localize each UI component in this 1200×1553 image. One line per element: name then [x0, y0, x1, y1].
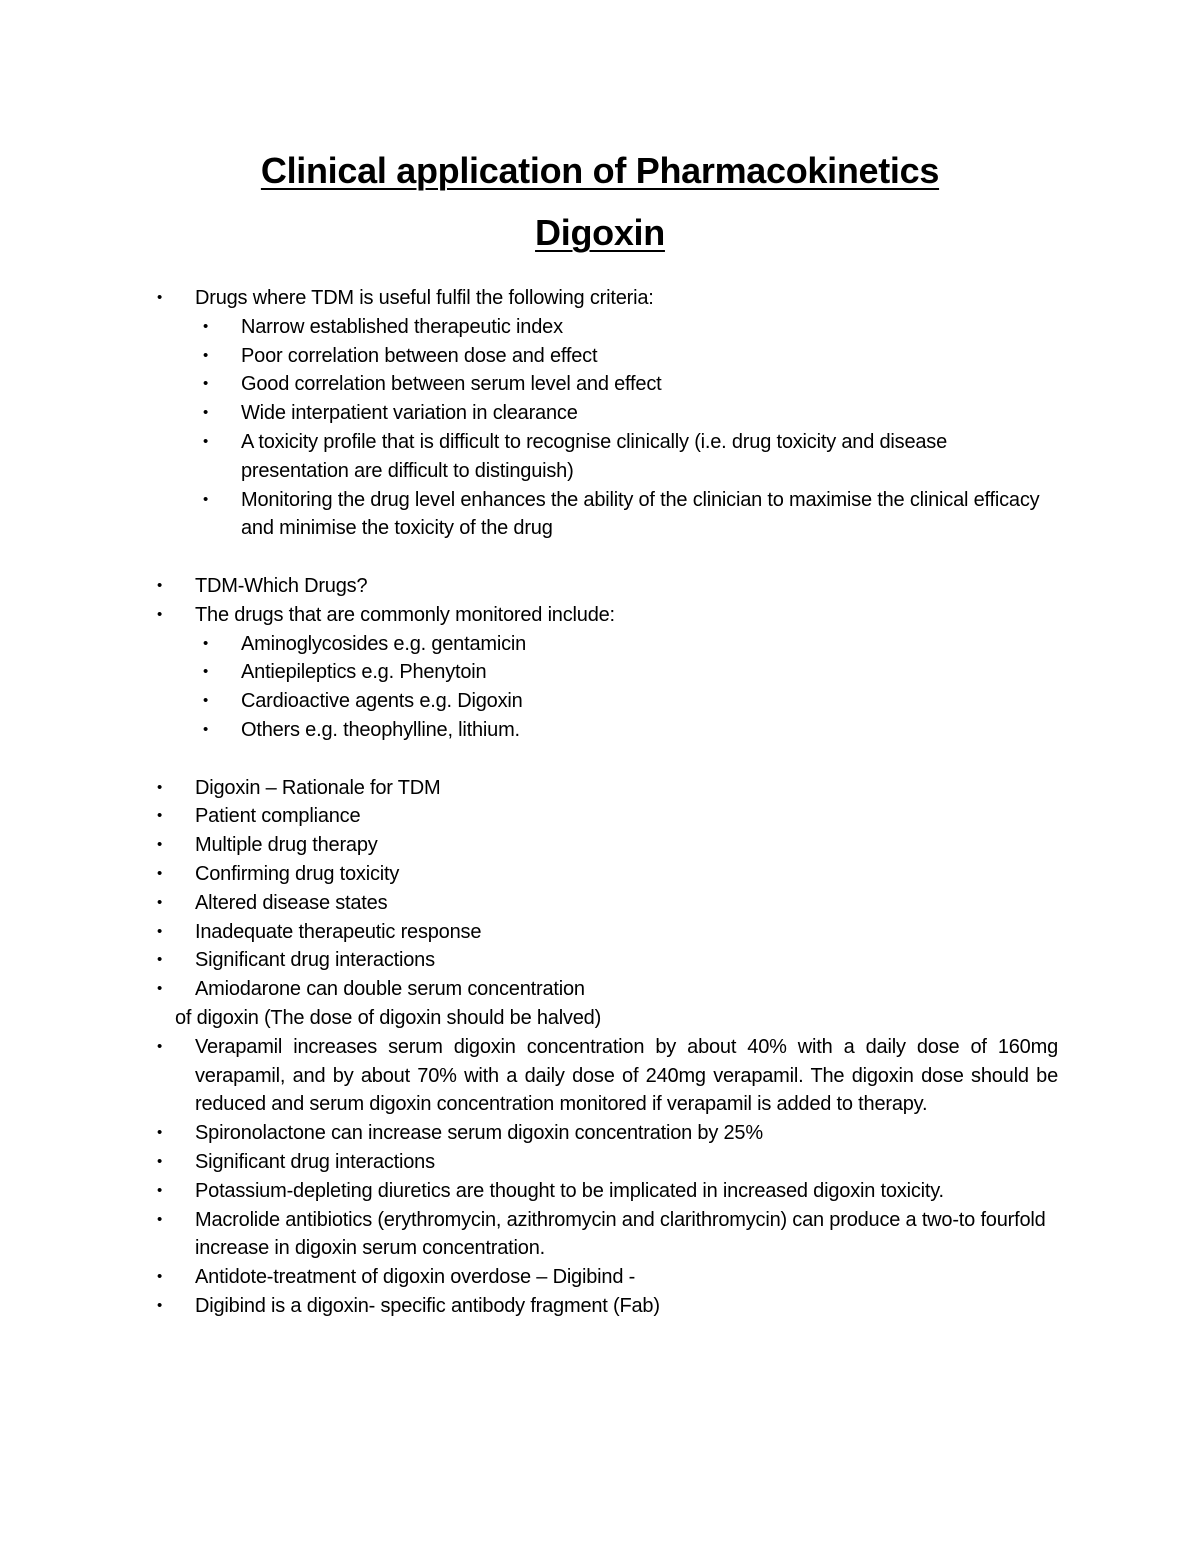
sub-list-item	[0, 399, 1200, 428]
sub-list-item	[0, 370, 1200, 399]
list-item	[0, 1119, 1200, 1148]
list-item-text: Antiepileptics e.g. Phenytoin	[241, 661, 487, 684]
spacer	[0, 745, 1200, 774]
bullet-icon: •	[203, 490, 209, 508]
list-item	[0, 1263, 1200, 1292]
sub-list-item	[0, 630, 1200, 659]
page-title: Clinical application of Pharmacokinetics	[260, 150, 940, 191]
bullet-icon: •	[157, 1268, 163, 1286]
bullet-icon: •	[157, 1181, 163, 1199]
list-item-text: Potassium-depleting diuretics are thought to be implicated in increased digoxin toxicity.	[195, 1179, 944, 1202]
continuation-line: of digoxin (The dose of digoxin should be halved)	[175, 1006, 602, 1029]
list-item-text: Patient compliance	[195, 805, 361, 828]
list-item-text: Inadequate therapeutic response	[195, 920, 482, 943]
page-subtitle: Digoxin	[535, 212, 665, 253]
spacer	[0, 543, 1200, 572]
bullet-icon: •	[157, 893, 163, 911]
list-item-text: Significant drug interactions	[195, 949, 435, 972]
bullet-icon: •	[203, 346, 209, 364]
bullet-icon: •	[157, 576, 163, 594]
list-item	[0, 601, 1200, 630]
list-item	[0, 889, 1200, 918]
list-item-text: Confirming drug toxicity	[195, 862, 400, 885]
list-item	[0, 1206, 1200, 1264]
list-item	[0, 1033, 1200, 1119]
list-item-text: Antidote-treatment of digoxin overdose – Digibind -	[195, 1266, 636, 1289]
bullet-icon: •	[157, 778, 163, 796]
bullet-icon: •	[157, 836, 163, 854]
list-item	[0, 1292, 1200, 1321]
bullet-icon: •	[203, 634, 209, 652]
list-item-text: Wide interpatient variation in clearance	[241, 402, 578, 425]
list-item-text: Others e.g. theophylline, lithium.	[241, 718, 520, 741]
list-item-text: Altered disease states	[195, 891, 388, 914]
document-body	[0, 284, 1200, 1321]
list-item	[0, 1177, 1200, 1206]
bullet-icon: •	[203, 432, 209, 450]
list-item-text: Significant drug interactions	[195, 1150, 435, 1173]
list-item-text: Good correlation between serum level and effect	[241, 373, 662, 396]
list-item	[0, 572, 1200, 601]
sub-list-item	[0, 716, 1200, 745]
bullet-icon: •	[157, 951, 163, 969]
bullet-icon: •	[157, 289, 163, 306]
bullet-icon: •	[157, 1124, 163, 1142]
list-item-text: Multiple drug therapy	[195, 834, 378, 857]
list-item-text: Digibind is a digoxin- specific antibody fragment (Fab)	[195, 1294, 660, 1317]
bullet-icon: •	[157, 922, 163, 940]
bullet-icon: •	[157, 1037, 163, 1055]
sub-list-item	[0, 486, 1200, 544]
list-item-text: Cardioactive agents e.g. Digoxin	[241, 690, 523, 713]
list-item-text: TDM-Which Drugs?	[195, 574, 368, 597]
list-item-text: Digoxin – Rationale for TDM	[195, 776, 441, 799]
bullet-icon: •	[203, 404, 209, 422]
bullet-icon: •	[203, 720, 209, 738]
list-item-text: Verapamil increases serum digoxin concentration by about 40% with a daily dose of 160mg verapamil, and by about 70% with a daily dose of 240mg verapamil. The digoxin dose should be reduced and serum digoxin concentration monitored if verapamil is added to therapy.	[195, 1035, 1058, 1116]
bullet-icon: •	[157, 1210, 163, 1228]
bullet-icon: •	[203, 375, 209, 393]
list-item-text: Narrow established therapeutic index	[241, 315, 563, 338]
list-item-text: Spironolactone can increase serum digoxin concentration by 25%	[195, 1122, 763, 1145]
list-item-text: Aminoglycosides e.g. gentamicin	[241, 632, 527, 655]
bullet-icon: •	[203, 663, 209, 681]
sub-list-item	[0, 687, 1200, 716]
bullet-icon: •	[157, 980, 163, 998]
sub-list-item	[0, 313, 1200, 342]
list-item	[0, 774, 1200, 803]
list-item	[0, 1148, 1200, 1177]
list-item	[0, 975, 1200, 1004]
sub-list-item	[0, 658, 1200, 687]
list-item-text: Amiodarone can double serum concentration	[195, 978, 585, 1001]
list-item	[0, 946, 1200, 975]
bullet-icon: •	[157, 1296, 163, 1314]
list-item	[0, 860, 1200, 889]
list-item	[0, 284, 1200, 313]
bullet-icon: •	[157, 1152, 163, 1170]
bullet-icon: •	[157, 864, 163, 882]
bullet-icon: •	[157, 807, 163, 825]
bullet-icon: •	[157, 605, 163, 623]
list-item	[0, 831, 1200, 860]
bullet-icon: •	[203, 692, 209, 710]
sub-list-item	[0, 342, 1200, 371]
list-item-text: Poor correlation between dose and effect	[241, 344, 598, 367]
list-item	[0, 802, 1200, 831]
bullet-icon: •	[203, 317, 209, 335]
list-item-text: Drugs where TDM is useful fulfil the following criteria:	[195, 287, 654, 309]
list-item-text: Macrolide antibiotics (erythromycin, azithromycin and clarithromycin) can produce a two-to fourfold increase in digoxin serum concentration.	[195, 1208, 1046, 1260]
list-item-text: The drugs that are commonly monitored include:	[195, 603, 615, 626]
list-item	[0, 918, 1200, 947]
list-item-text: A toxicity profile that is difficult to recognise clinically (i.e. drug toxicity and disease presentation are difficult to distinguish)	[241, 430, 948, 482]
sub-list-item	[0, 428, 1200, 486]
list-item-text: Monitoring the drug level enhances the ability of the clinician to maximise the clinical efficacy and minimise the toxicity of the drug	[241, 488, 1040, 540]
